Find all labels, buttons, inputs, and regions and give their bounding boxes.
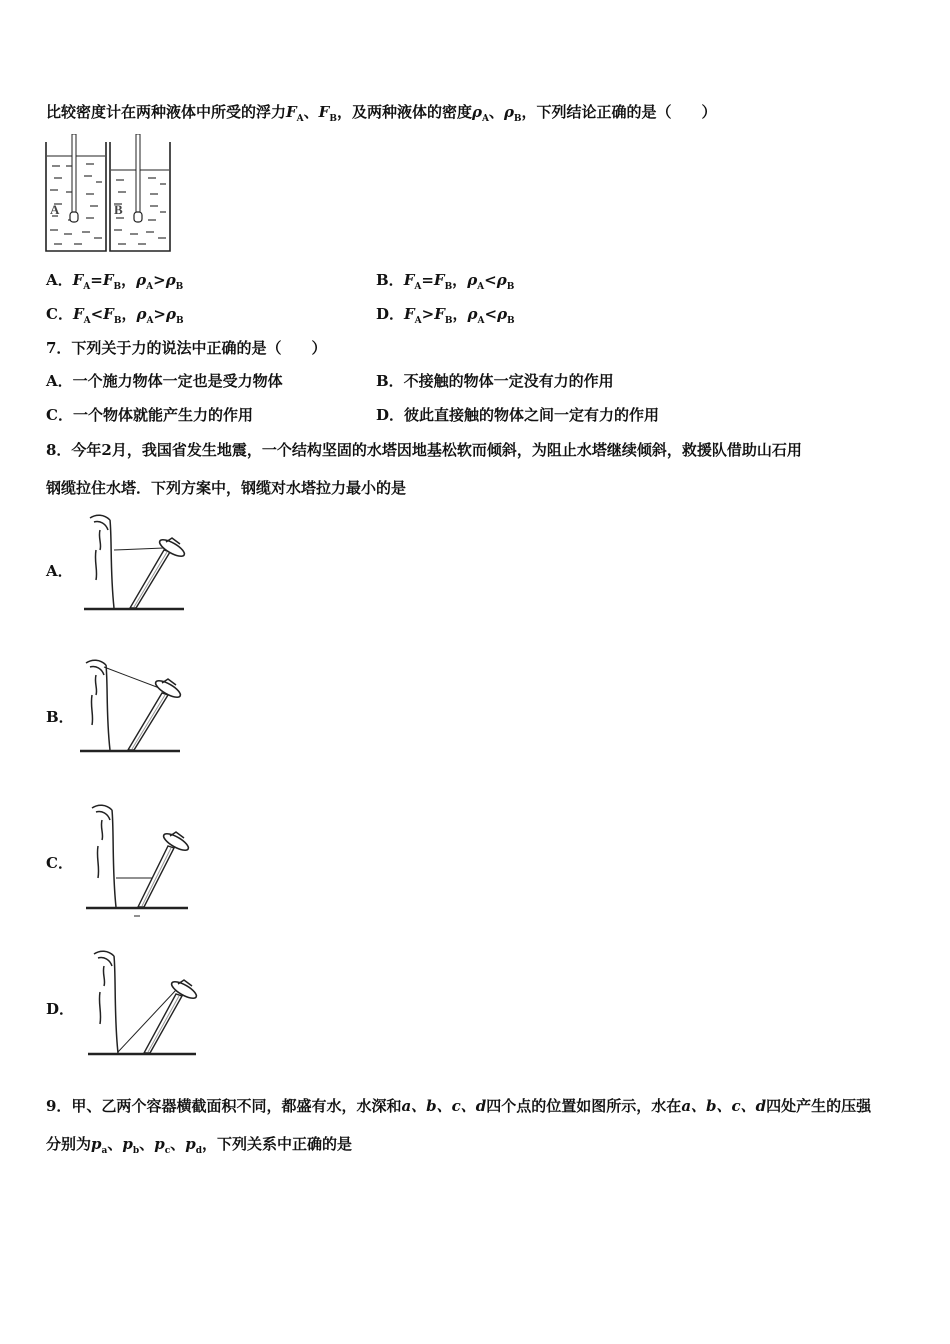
svg-text:B: B <box>114 202 123 217</box>
q8-option-a-label[interactable]: A． <box>46 562 73 580</box>
q8-figure-a[interactable] <box>80 510 190 615</box>
q6-stem: 比较密度计在两种液体中所受的浮力$F_A$、$F_B$，及两种液体的密度$\rho_A$、$\rho_B$，下列结论正确的是（ ） <box>46 103 717 124</box>
q6-option-a[interactable]: A．$F_A=F_B$，$\rho_A>\rho_B$ <box>46 271 184 292</box>
q9-stem-line2: 分别为$p_a$、$p_b$、$p_c$、$p_d$，下列关系中正确的是 <box>46 1135 352 1156</box>
q7-option-c[interactable]: C．一个物体就能产生力的作用 <box>46 406 253 424</box>
svg-text:A: A <box>50 202 60 217</box>
q6-option-b[interactable]: B．$F_A=F_B$，$\rho_A<\rho_B$ <box>376 271 515 292</box>
q7-stem: 7．下列关于力的说法中正确的是（ ） <box>46 339 327 357</box>
beaker-a <box>46 134 106 251</box>
q8-option-c-label[interactable]: C． <box>46 854 73 872</box>
q6-option-d[interactable]: D．$F_A>F_B$，$\rho_A<\rho_B$ <box>376 305 515 326</box>
q7-option-d[interactable]: D．彼此直接触的物体之间一定有力的作用 <box>376 406 660 424</box>
q7-option-b[interactable]: B．不接触的物体一定没有力的作用 <box>376 372 614 390</box>
q8-figure-c[interactable] <box>82 800 192 920</box>
q8-figure-b[interactable] <box>76 655 186 760</box>
q8-option-b-label[interactable]: B． <box>46 708 74 726</box>
q8-stem-line2: 钢缆拉住水塔．下列方案中，钢缆对水塔拉力最小的是 <box>46 479 407 497</box>
q9-stem-line1: 9．甲、乙两个容器横截面积不同，都盛有水，水深和a、b、c、d四个点的位置如图所示，水在a、b、c、d四处产生的压强 <box>46 1097 872 1115</box>
q7-option-a[interactable]: A．一个施力物体一定也是受力物体 <box>46 372 283 390</box>
beaker-b <box>110 134 170 251</box>
q6-option-c[interactable]: C．$F_A<F_B$，$\rho_A>\rho_B$ <box>46 305 184 326</box>
q8-option-d-label[interactable]: D． <box>46 1000 75 1018</box>
q8-figure-d[interactable] <box>84 946 200 1061</box>
q8-stem-line1: 8．今年2月，我国省发生地震，一个结构坚固的水塔因地基松软而倾斜，为阻止水塔继续倾斜，救援队借助山石用 <box>46 441 802 459</box>
hydrometer-figure <box>44 134 174 254</box>
